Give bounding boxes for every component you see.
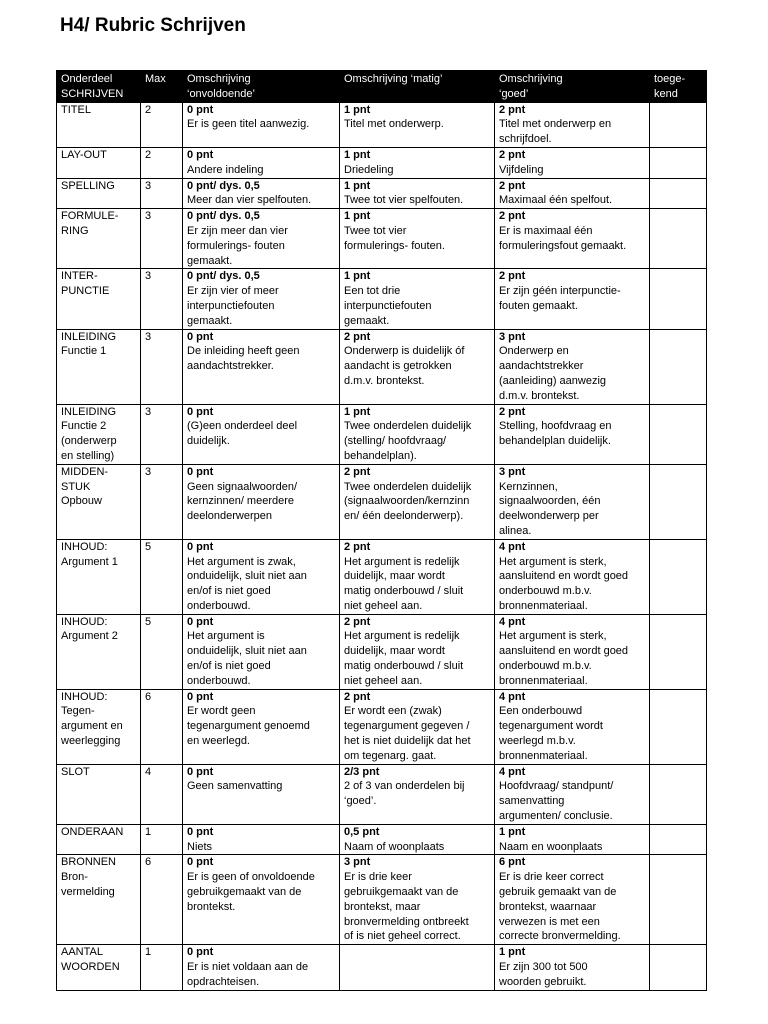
table-row	[57, 689, 707, 764]
awarded-score-cell[interactable]	[650, 329, 707, 404]
description-onvoldoende-cell	[183, 329, 340, 404]
points-goed: 2 pnt	[499, 148, 526, 161]
description-matig-cell	[340, 614, 495, 689]
description-matig-cell	[340, 404, 495, 464]
description-matig: Twee onderdelen duidelijk (signaalwoorden/kernzinn en/ één deelonderwerp).	[344, 480, 472, 523]
description-goed: Er is maximaal één formuleringsfout gemaakt.	[499, 224, 627, 252]
points-goed: 1 pnt	[499, 825, 526, 838]
awarded-score-cell[interactable]	[650, 269, 707, 329]
criterion-label: INHOUD: Argument 2	[61, 615, 118, 643]
description-onvoldoende-cell	[183, 269, 340, 329]
description-matig: Er wordt een (zwak) tegenargument gegeven / het is niet duidelijk dat het om tegenarg. gaat.	[344, 705, 471, 762]
points-matig: 1 pnt	[344, 210, 371, 223]
description-matig: Er is drie keer gebruikgemaakt van de brontekst, maar bronvermelding ontbreekt of is niet geheel correct.	[344, 871, 469, 943]
header-toegekend: toege- kend	[650, 71, 707, 103]
description-onvoldoende: Er is niet voldaan aan de opdrachteisen.	[187, 961, 309, 988]
description-matig: Twee tot vier formulerings- fouten.	[344, 224, 445, 252]
rubric-header	[57, 71, 707, 103]
description-goed-cell	[495, 147, 650, 178]
max-points-cell: 3	[141, 178, 183, 209]
description-goed-cell	[495, 209, 650, 269]
max-points-cell: 5	[141, 614, 183, 689]
description-matig-cell	[340, 147, 495, 178]
header-onvoldoende: Omschrijving ‘onvoldoende’	[183, 71, 340, 103]
points-goed: 2 pnt	[499, 103, 526, 116]
description-onvoldoende: Meer dan vier spelfouten.	[187, 194, 312, 207]
max-points-cell: 1	[141, 945, 183, 990]
description-matig: Naam of woonplaats	[344, 840, 445, 853]
points-onvoldoende: 0 pnt	[187, 465, 214, 478]
table-row	[57, 855, 707, 945]
description-onvoldoende: Geen samenvatting	[187, 780, 283, 793]
points-onvoldoende: 0 pnt	[187, 765, 214, 778]
points-goed: 4 pnt	[499, 690, 526, 703]
awarded-score-cell[interactable]	[650, 102, 707, 147]
points-matig: 1 pnt	[344, 179, 371, 192]
awarded-score-cell[interactable]	[650, 764, 707, 824]
table-row	[57, 824, 707, 855]
points-matig: 2 pnt	[344, 540, 371, 553]
table-row	[57, 539, 707, 614]
criterion-cell	[57, 209, 141, 269]
description-goed: Titel met onderwerp en schrijfdoel.	[499, 118, 612, 146]
criterion-cell	[57, 824, 141, 855]
description-matig-cell	[340, 329, 495, 404]
awarded-score-cell[interactable]	[650, 464, 707, 539]
points-onvoldoende: 0 pnt/ dys. 0,5	[187, 210, 260, 223]
description-goed: Het argument is sterk, aansluitend en wordt goed onderbouwd m.b.v. bronnenmateriaal.	[499, 630, 629, 687]
points-matig: 1 pnt	[344, 270, 371, 283]
criterion-cell	[57, 404, 141, 464]
criterion-cell	[57, 764, 141, 824]
points-onvoldoende: 0 pnt/ dys. 0,5	[187, 270, 260, 283]
description-goed-cell	[495, 689, 650, 764]
table-row	[57, 269, 707, 329]
table-row	[57, 147, 707, 178]
description-onvoldoende: Het argument is zwak, onduidelijk, sluit niet aan en/of is niet goed onderbouwd.	[187, 555, 307, 612]
description-goed: Er is drie keer correct gebruik gemaakt van de brontekst, waarnaar verwezen is met een correcte bronvermelding.	[499, 871, 621, 943]
criterion-cell	[57, 178, 141, 209]
points-onvoldoende: 0 pnt	[187, 856, 214, 869]
table-row	[57, 464, 707, 539]
criterion-cell	[57, 539, 141, 614]
description-goed: Er zijn 300 tot 500 woorden gebruikt.	[499, 961, 588, 988]
points-goed: 3 pnt	[499, 330, 526, 343]
criterion-cell	[57, 269, 141, 329]
description-matig: Onderwerp is duidelijk óf aandacht is getrokken d.m.v. brontekst.	[344, 345, 465, 387]
points-goed: 2 pnt	[499, 405, 526, 418]
criterion-cell	[57, 855, 141, 945]
description-onvoldoende: Er is geen titel aanwezig.	[187, 118, 310, 131]
criterion-label: ONDERAAN	[61, 825, 124, 838]
criterion-label: INHOUD: Argument 1	[61, 540, 118, 568]
description-matig: Twee tot vier spelfouten.	[344, 194, 464, 207]
description-goed-cell	[495, 329, 650, 404]
points-matig: 0,5 pnt	[344, 825, 380, 838]
criterion-label: SPELLING	[61, 179, 115, 192]
description-matig-cell	[340, 824, 495, 855]
max-points-cell: 3	[141, 209, 183, 269]
table-row	[57, 404, 707, 464]
description-goed: Er zijn géén interpunctie- fouten gemaakt.	[499, 285, 621, 312]
points-goed: 1 pnt	[499, 946, 526, 959]
points-matig: 2 pnt	[344, 465, 371, 478]
description-onvoldoende: Geen signaalwoorden/ kernzinnen/ meerdere deelonderwerpen	[187, 480, 298, 523]
criterion-label: INLEIDING Functie 1	[61, 330, 117, 358]
max-points-cell: 3	[141, 329, 183, 404]
criterion-cell	[57, 147, 141, 178]
criterion-cell	[57, 614, 141, 689]
points-onvoldoende: 0 pnt/ dys. 0,5	[187, 179, 260, 192]
points-onvoldoende: 0 pnt	[187, 330, 214, 343]
description-onvoldoende-cell	[183, 689, 340, 764]
points-goed: 4 pnt	[499, 765, 526, 778]
table-row	[57, 329, 707, 404]
awarded-score-cell[interactable]	[650, 855, 707, 945]
description-onvoldoende-cell	[183, 539, 340, 614]
criterion-label: BRONNEN Bron- vermelding	[61, 856, 117, 899]
description-onvoldoende-cell	[183, 945, 340, 990]
criterion-cell	[57, 945, 141, 990]
description-matig-cell	[340, 945, 495, 990]
awarded-score-cell[interactable]	[650, 178, 707, 209]
description-goed: Vijfdeling	[499, 163, 544, 176]
description-matig: Het argument is redelijk duidelijk, maar wordt matig onderbouwd / sluit niet geheel aan.	[344, 555, 464, 612]
description-onvoldoende-cell	[183, 404, 340, 464]
awarded-score-cell[interactable]	[650, 824, 707, 855]
description-goed-cell	[495, 614, 650, 689]
points-matig: 2 pnt	[344, 330, 371, 343]
points-matig: 3 pnt	[344, 856, 371, 869]
points-matig: 2/3 pnt	[344, 765, 380, 778]
description-onvoldoende: De inleiding heeft geen aandachtstrekker.	[187, 345, 300, 373]
description-onvoldoende-cell	[183, 764, 340, 824]
description-matig-cell	[340, 539, 495, 614]
description-goed: Het argument is sterk, aansluitend en wordt goed onderbouwd m.b.v. bronnenmateriaal.	[499, 555, 629, 612]
description-onvoldoende-cell	[183, 614, 340, 689]
awarded-score-cell[interactable]	[650, 209, 707, 269]
max-points-cell: 3	[141, 269, 183, 329]
description-onvoldoende-cell	[183, 824, 340, 855]
description-onvoldoende: Er zijn meer dan vier formulerings- fouten gemaakt.	[187, 224, 288, 267]
description-onvoldoende-cell	[183, 147, 340, 178]
description-goed: Een onderbouwd tegenargument wordt weerlegd m.b.v. bronnenmateriaal.	[499, 705, 603, 762]
rubric-table	[56, 70, 707, 991]
table-row	[57, 102, 707, 147]
description-onvoldoende: Andere indeling	[187, 163, 264, 176]
description-goed-cell	[495, 102, 650, 147]
description-matig-cell	[340, 102, 495, 147]
max-points-cell: 6	[141, 855, 183, 945]
description-matig: Het argument is redelijk duidelijk, maar wordt matig onderbouwd / sluit niet geheel aan.	[344, 630, 464, 687]
description-goed-cell	[495, 764, 650, 824]
table-row	[57, 209, 707, 269]
points-goed: 4 pnt	[499, 615, 526, 628]
description-goed-cell	[495, 464, 650, 539]
points-onvoldoende: 0 pnt	[187, 825, 214, 838]
description-onvoldoende: Niets	[187, 840, 213, 853]
awarded-score-cell[interactable]	[650, 404, 707, 464]
description-goed: Maximaal één spelfout.	[499, 194, 613, 207]
points-goed: 3 pnt	[499, 465, 526, 478]
description-goed-cell	[495, 269, 650, 329]
points-onvoldoende: 0 pnt	[187, 690, 214, 703]
description-matig: Een tot drie interpunctiefouten gemaakt.	[344, 285, 432, 327]
max-points-cell: 2	[141, 102, 183, 147]
description-onvoldoende-cell	[183, 209, 340, 269]
points-goed: 2 pnt	[499, 210, 526, 223]
points-onvoldoende: 0 pnt	[187, 148, 214, 161]
awarded-score-cell[interactable]	[650, 945, 707, 990]
criterion-cell	[57, 329, 141, 404]
table-row	[57, 178, 707, 209]
description-goed: Hoofdvraag/ standpunt/ samenvatting argumenten/ conclusie.	[499, 780, 614, 823]
description-onvoldoende: (G)een onderdeel deel duidelijk.	[187, 420, 298, 448]
points-onvoldoende: 0 pnt	[187, 540, 214, 553]
criterion-label: INHOUD: Tegen- argument en weerlegging	[61, 690, 123, 748]
description-matig-cell	[340, 464, 495, 539]
description-goed: Stelling, hoofdvraag en behandelplan duidelijk.	[499, 420, 612, 448]
points-goed: 2 pnt	[499, 270, 526, 283]
document-title: H4/ Rubric Schrijven	[60, 15, 246, 36]
header-goed: Omschrijving ‘goed’	[495, 71, 650, 103]
header-matig: Omschrijving ‘matig’	[340, 71, 495, 103]
description-onvoldoende-cell	[183, 464, 340, 539]
criterion-label: SLOT	[61, 765, 90, 778]
points-goed: 6 pnt	[499, 856, 526, 869]
description-matig-cell	[340, 689, 495, 764]
description-goed: Kernzinnen, signaalwoorden, één deelwonderwerp per alinea.	[499, 480, 601, 537]
description-goed-cell	[495, 855, 650, 945]
criterion-label: MIDDEN- STUK Opbouw	[61, 465, 109, 508]
description-onvoldoende-cell	[183, 102, 340, 147]
criterion-label: LAY-OUT	[61, 148, 107, 161]
description-goed: Onderwerp en aandachtstrekker (aanleiding) aanwezig d.m.v. brontekst.	[499, 345, 607, 402]
description-goed-cell	[495, 945, 650, 990]
awarded-score-cell[interactable]	[650, 147, 707, 178]
max-points-cell: 2	[141, 147, 183, 178]
criterion-label: FORMULE- RING	[61, 210, 119, 237]
description-goed-cell	[495, 824, 650, 855]
header-onderdeel: Onderdeel SCHRIJVEN	[57, 71, 141, 103]
description-matig: Driedeling	[344, 163, 394, 176]
description-matig: Twee onderdelen duidelijk (stelling/ hoofdvraag/ behandelplan).	[344, 420, 472, 462]
table-row	[57, 614, 707, 689]
max-points-cell: 3	[141, 404, 183, 464]
table-row	[57, 764, 707, 824]
criterion-label: INLEIDING Functie 2 (onderwerp en stelling)	[61, 405, 117, 462]
description-onvoldoende: Het argument is onduidelijk, sluit niet aan en/of is niet goed onderbouwd.	[187, 630, 307, 687]
max-points-cell: 4	[141, 764, 183, 824]
max-points-cell: 3	[141, 464, 183, 539]
description-goed: Naam en woonplaats	[499, 840, 603, 853]
description-onvoldoende-cell	[183, 178, 340, 209]
header-row	[57, 71, 707, 103]
points-onvoldoende: 0 pnt	[187, 405, 214, 418]
description-goed-cell	[495, 539, 650, 614]
max-points-cell: 1	[141, 824, 183, 855]
description-matig-cell	[340, 209, 495, 269]
points-onvoldoende: 0 pnt	[187, 946, 214, 959]
description-matig-cell	[340, 178, 495, 209]
rubric-body	[57, 102, 707, 990]
points-matig: 1 pnt	[344, 148, 371, 161]
criterion-cell	[57, 464, 141, 539]
description-onvoldoende: Er is geen of onvoldoende gebruikgemaakt van de brontekst.	[187, 871, 315, 913]
table-row	[57, 945, 707, 990]
description-matig: 2 of 3 van onderdelen bij ‘goed’.	[344, 780, 465, 808]
description-matig: Titel met onderwerp.	[344, 118, 444, 131]
criterion-label: AANTAL WOORDEN	[61, 946, 120, 974]
description-goed-cell	[495, 404, 650, 464]
description-goed-cell	[495, 178, 650, 209]
description-onvoldoende-cell	[183, 855, 340, 945]
criterion-label: INTER- PUNCTIE	[61, 270, 110, 298]
description-matig-cell	[340, 764, 495, 824]
points-matig: 1 pnt	[344, 405, 371, 418]
description-matig-cell	[340, 269, 495, 329]
max-points-cell: 5	[141, 539, 183, 614]
header-max: Max	[141, 71, 183, 103]
points-matig: 2 pnt	[344, 690, 371, 703]
criterion-cell	[57, 102, 141, 147]
description-matig-cell	[340, 855, 495, 945]
description-onvoldoende: Er wordt geen tegenargument genoemd en weerlegd.	[187, 705, 310, 748]
points-onvoldoende: 0 pnt	[187, 103, 214, 116]
criterion-cell	[57, 689, 141, 764]
description-onvoldoende: Er zijn vier of meer interpunctiefouten gemaakt.	[187, 285, 279, 327]
awarded-score-cell[interactable]	[650, 539, 707, 614]
points-matig: 2 pnt	[344, 615, 371, 628]
awarded-score-cell[interactable]	[650, 689, 707, 764]
criterion-label: TITEL	[61, 103, 91, 116]
points-goed: 2 pnt	[499, 179, 526, 192]
max-points-cell: 6	[141, 689, 183, 764]
points-matig: 1 pnt	[344, 103, 371, 116]
awarded-score-cell[interactable]	[650, 614, 707, 689]
points-onvoldoende: 0 pnt	[187, 615, 214, 628]
points-goed: 4 pnt	[499, 540, 526, 553]
